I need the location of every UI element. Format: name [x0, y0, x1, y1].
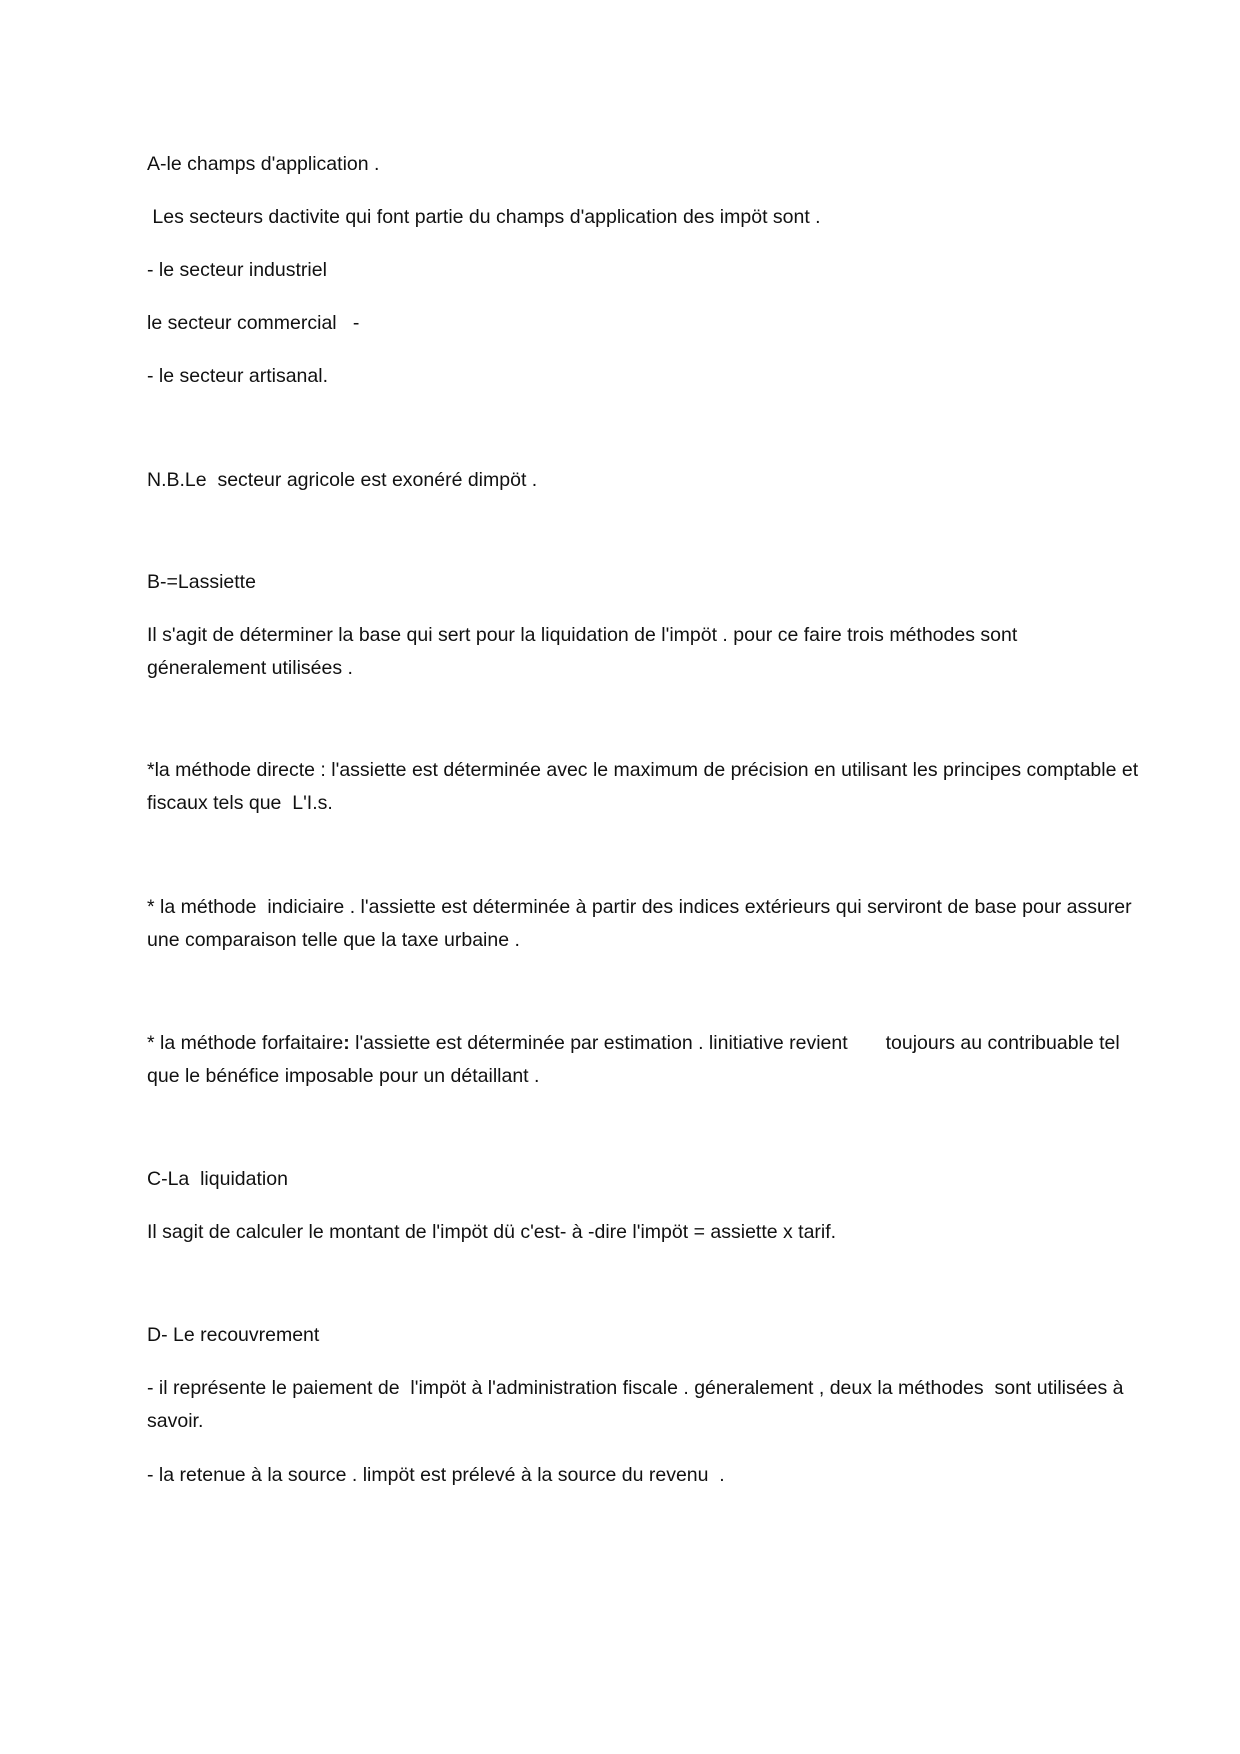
list-item: le secteur commercial -	[147, 312, 360, 334]
section-a-note: N.B.Le secteur agricole est exonéré dimpöt .	[147, 469, 538, 491]
list-item: - le secteur industriel	[147, 259, 327, 281]
section-a-heading: A-le champs d'application .	[147, 153, 380, 175]
section-d-item: - la retenue à la source . limpöt est prélevé à la source du revenu .	[147, 1464, 725, 1486]
method-flat-line	[147, 1027, 1227, 1060]
method-flat-line: que le bénéfice imposable pour un détaillant .	[147, 1065, 540, 1087]
method-flat-colon: :	[343, 1032, 350, 1054]
section-c-body: Il sagit de calculer le montant de l'impöt dü c'est- à -dire l'impöt = assiette x tarif.	[147, 1221, 837, 1243]
method-direct-line: fiscaux tels que L'I.s.	[147, 792, 333, 814]
method-flat-label: * la méthode forfaitaire	[147, 1032, 344, 1054]
method-indicial-line: une comparaison telle que la taxe urbaine .	[147, 929, 520, 951]
section-d-body-line: savoir.	[147, 1410, 204, 1432]
section-b-intro-line: géneralement utilisées .	[147, 657, 353, 679]
method-direct	[147, 754, 1227, 820]
method-direct-line: *la méthode directe : l'assiette est déterminée avec le maximum de précision en utilisant les principes comptable et	[147, 759, 1139, 781]
section-b-intro	[147, 619, 1227, 685]
section-c-heading: C-La liquidation	[147, 1168, 288, 1190]
section-a-intro: Les secteurs dactivite qui font partie du champs d'application des impöt sont .	[147, 206, 821, 228]
method-flat-text: l'assiette est déterminée par estimation . linitiative revient toujours au contribuable tel	[349, 1032, 1120, 1054]
section-d-heading: D- Le recouvrement	[147, 1324, 320, 1346]
section-d-body	[147, 1372, 1227, 1438]
method-flat	[147, 1027, 1227, 1093]
list-item: - le secteur artisanal.	[147, 365, 328, 387]
section-b-intro-line: Il s'agit de déterminer la base qui sert pour la liquidation de l'impöt . pour ce faire trois méthodes sont	[147, 624, 1018, 646]
section-d-body-line: - il représente le paiement de l'impöt à l'administration fiscale . géneralement , deux la méthodes sont utilisées à	[147, 1377, 1124, 1399]
section-b-heading: B-=Lassiette	[147, 571, 256, 593]
method-indicial-line: * la méthode indiciaire . l'assiette est déterminée à partir des indices extérieurs qui serviront de base pour assurer	[147, 896, 1132, 918]
method-indicial	[147, 891, 1227, 957]
